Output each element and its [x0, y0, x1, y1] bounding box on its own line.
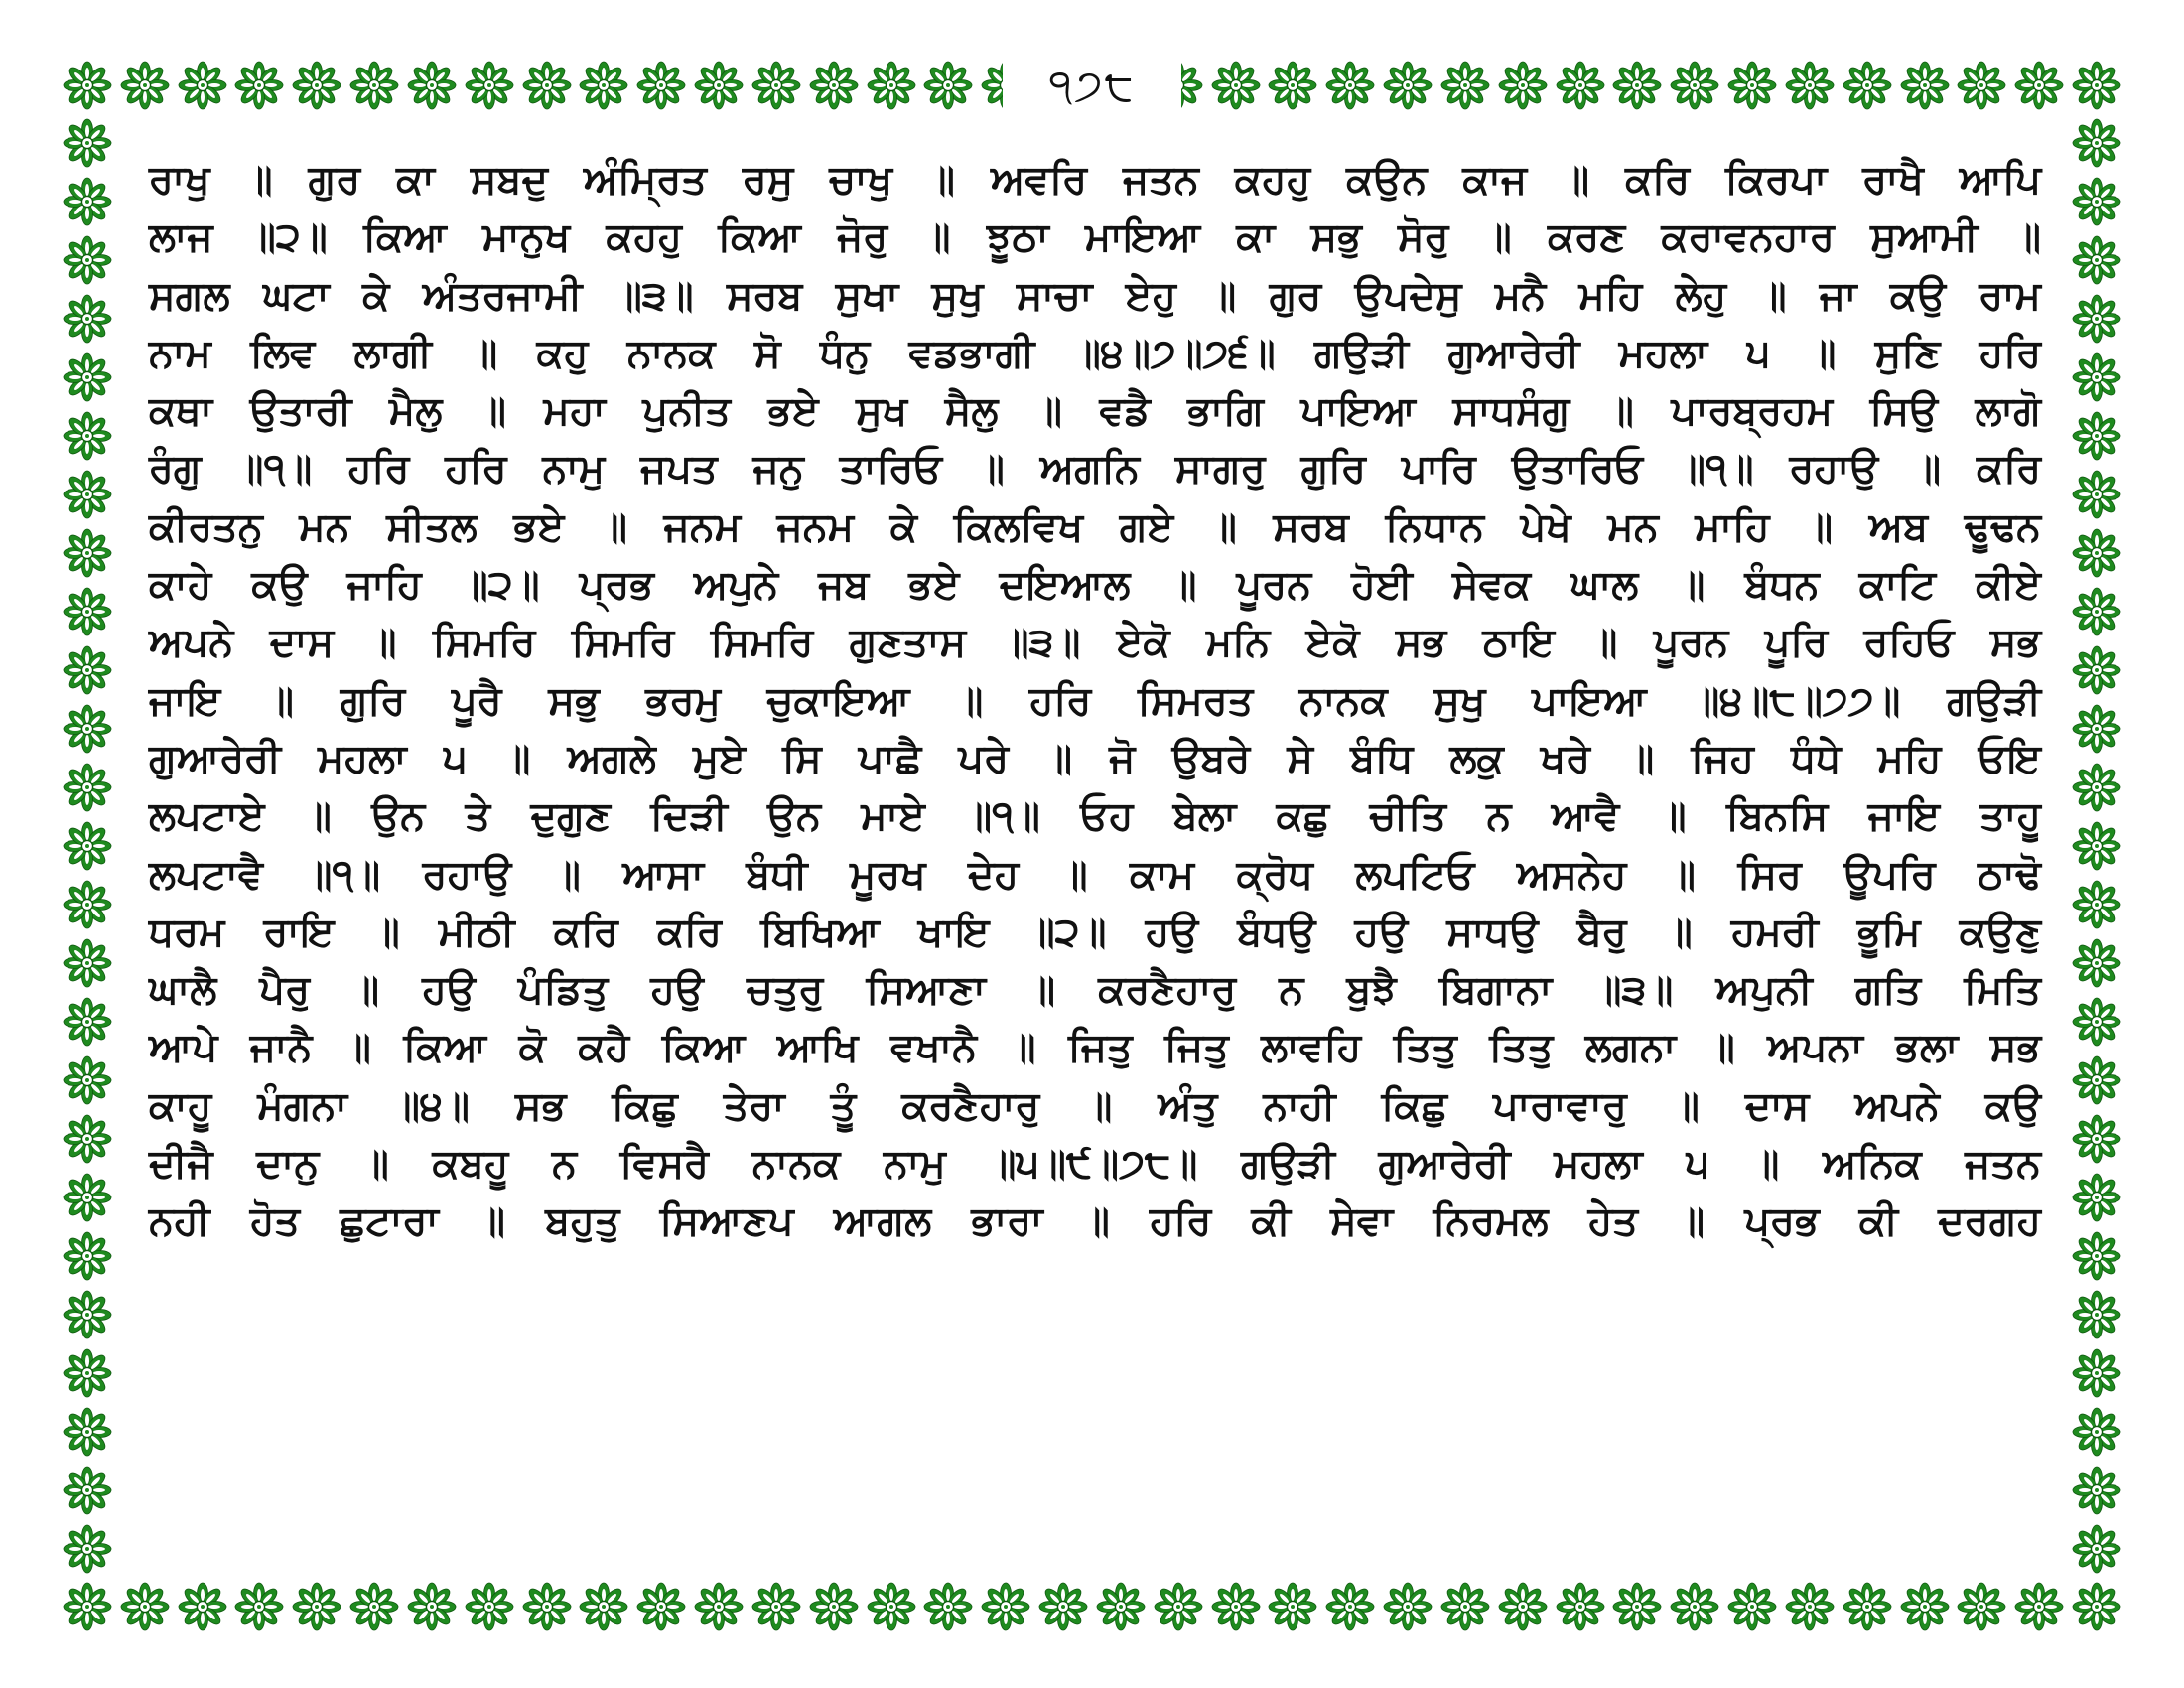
green-flower-icon [404, 1579, 460, 1634]
green-flower-icon [1954, 58, 2009, 113]
green-flower-icon [60, 994, 115, 1050]
green-flower-icon [60, 701, 115, 757]
green-flower-icon [60, 467, 115, 522]
green-flower-icon [462, 1579, 517, 1634]
green-flower-icon [864, 1579, 919, 1634]
text-line: ਲਾਜ ॥੨॥ ਕਿਆ ਮਾਨੁਖ ਕਹਹੁ ਕਿਆ ਜੋਰੁ ॥ ਝੂਠਾ ਮਾਇਆ ਕਾ ਸਭੁ ਸੋਰੁ ॥ ਕਰਣ ਕਰਾਵਨਹਾਰ ਸੁਆਮੀ ॥ [149, 214, 2041, 261]
green-flower-icon [1840, 58, 1895, 113]
green-flower-icon [60, 1228, 115, 1284]
green-flower-icon [2069, 1521, 2124, 1577]
green-flower-icon [691, 58, 747, 113]
text-line: ਕਾਹੇ ਕਉ ਜਾਹਿ ॥੨॥ ਪ੍ਰਭ ਅਪੁਨੇ ਜਬ ਭਏ ਦਇਆਲ ॥ ਪੂਰਨ ਹੋਈ ਸੇਵਕ ਘਾਲ ॥ ਬੰਧਨ ਕਾਟਿ ਕੀਏ [149, 562, 2041, 609]
text-line: ਲਪਟਾਵੈ ॥੧॥ ਰਹਾਉ ॥ ਆਸਾ ਬੰਧੀ ਮੂਰਖ ਦੇਹ ॥ ਕਾਮ ਕ੍ਰੋਧ ਲਪਟਿਓ ਅਸਨੇਹ ॥ ਸਿਰ ਊਪਰਿ ਠਾਢੋ [149, 851, 2041, 898]
green-flower-icon [1609, 58, 1665, 113]
green-flower-icon [60, 1345, 115, 1401]
green-flower-icon [519, 58, 575, 113]
green-flower-icon [2069, 291, 2124, 347]
green-flower-icon [60, 291, 115, 347]
green-flower-icon [2069, 1053, 2124, 1108]
green-flower-icon [60, 174, 115, 229]
green-flower-icon [289, 1579, 344, 1634]
text-line: ਨਹੀ ਹੋਤ ਛੁਟਾਰਾ ॥ ਬਹੁਤੁ ਸਿਆਣਪ ਆਗਲ ਭਾਰਾ ॥ ਹਰਿ ਕੀ ਸੇਵਾ ਨਿਰਮਲ ਹੇਤ ॥ ਪ੍ਰਭ ਕੀ ਦਰਗਹ [149, 1198, 2041, 1245]
green-flower-icon [1208, 1579, 1264, 1634]
green-flower-icon [1035, 1579, 1091, 1634]
green-flower-icon [2069, 174, 2124, 229]
text-line: ਧਰਮ ਰਾਇ ॥ ਮੀਠੀ ਕਰਿ ਕਰਿ ਬਿਖਿਆ ਖਾਇ ॥੨॥ ਹਉ ਬੰਧਉ ਹਉ ਸਾਧਉ ਬੈਰੁ ॥ ਹਮਰੀ ਭੂਮਿ ਕਉਣੁ [149, 909, 2041, 955]
green-flower-icon [749, 58, 804, 113]
green-flower-icon [1782, 1579, 1838, 1634]
green-flower-icon [576, 58, 631, 113]
green-flower-icon [920, 58, 976, 113]
green-flower-icon [175, 58, 230, 113]
green-flower-icon [2069, 1404, 2124, 1460]
text-line: ਜਾਇ ॥ ਗੁਰਿ ਪੂਰੈ ਸਭੁ ਭਰਮੁ ਚੁਕਾਇਆ ॥ ਹਰਿ ਸਿਮਰਤ ਨਾਨਕ ਸੁਖੁ ਪਾਇਆ ॥੪॥੮॥੭੭॥ ਗਉੜੀ [149, 677, 2041, 724]
green-flower-icon [1954, 1579, 2009, 1634]
green-flower-icon [2069, 1228, 2124, 1284]
green-flower-icon [1093, 1579, 1149, 1634]
green-flower-icon [2069, 818, 2124, 874]
green-flower-icon [60, 877, 115, 932]
text-line: ਰੰਗੁ ॥੧॥ ਹਰਿ ਹਰਿ ਨਾਮੁ ਜਪਤ ਜਨੁ ਤਾਰਿਓ ॥ ਅਗਨਿ ਸਾਗਰੁ ਗੁਰਿ ਪਾਰਿ ਉਤਾਰਿਓ ॥੧॥ ਰਹਾਉ ॥ ਕਰਿ [149, 446, 2041, 492]
green-flower-icon [2069, 1463, 2124, 1518]
green-flower-icon [2069, 350, 2124, 405]
green-flower-icon [864, 58, 919, 113]
green-flower-icon [1724, 58, 1780, 113]
green-flower-icon [1437, 1579, 1493, 1634]
text-line: ਆਪੇ ਜਾਨੈ ॥ ਕਿਆ ਕੋ ਕਹੈ ਕਿਆ ਆਖਿ ਵਖਾਨੈ ॥ ਜਿਤੁ ਜਿਤੁ ਲਾਵਹਿ ਤਿਤੁ ਤਿਤੁ ਲਗਨਾ ॥ ਅਪਨਾ ਭਲਾ ਸਭ [149, 1025, 2041, 1071]
green-flower-icon [1265, 1579, 1320, 1634]
green-flower-icon [2069, 525, 2124, 581]
green-flower-icon [60, 1463, 115, 1518]
green-flower-icon [519, 1579, 575, 1634]
scripture-text [149, 151, 2041, 1541]
green-flower-icon [117, 1579, 173, 1634]
green-flower-icon [60, 1111, 115, 1167]
green-flower-icon [60, 1053, 115, 1108]
green-flower-icon [1495, 1579, 1551, 1634]
green-flower-icon [1495, 58, 1551, 113]
green-flower-icon [633, 58, 689, 113]
border-left [60, 113, 115, 1579]
green-flower-icon [2069, 994, 2124, 1050]
green-flower-icon [60, 1579, 115, 1634]
green-flower-icon [60, 935, 115, 991]
green-flower-icon [404, 58, 460, 113]
green-flower-icon [1840, 1579, 1895, 1634]
border-right [2069, 113, 2124, 1579]
green-flower-icon [2011, 58, 2067, 113]
text-line: ਦੀਜੈ ਦਾਨੁ ॥ ਕਬਹੂ ਨ ਵਿਸਰੈ ਨਾਨਕ ਨਾਮੁ ॥੫॥੯॥੭੮॥ ਗਉੜੀ ਗੁਆਰੇਰੀ ਮਹਲਾ ੫ ॥ ਅਨਿਕ ਜਤਨ [149, 1141, 2041, 1188]
green-flower-icon [1380, 1579, 1435, 1634]
green-flower-icon [2011, 1579, 2067, 1634]
green-flower-icon [2069, 115, 2124, 171]
green-flower-icon [175, 1579, 230, 1634]
text-line: ਕਥਾ ਉਤਾਰੀ ਮੈਲੁ ॥ ਮਹਾ ਪੁਨੀਤ ਭਏ ਸੁਖ ਸੈਲੁ ॥ ਵਡੈ ਭਾਗਿ ਪਾਇਆ ਸਾਧਸੰਗੁ ॥ ਪਾਰਬ੍ਰਹਮ ਸਿਉ ਲਾਗੋ [149, 388, 2041, 435]
green-flower-icon [60, 408, 115, 464]
green-flower-icon [60, 1404, 115, 1460]
green-flower-icon [1667, 58, 1722, 113]
green-flower-icon [231, 1579, 287, 1634]
text-line: ਲਪਟਾਏ ॥ ਉਨ ਤੇ ਦੁਗੁਣ ਦਿੜੀ ਉਨ ਮਾਏ ॥੧॥ ਓਹ ਬੇਲਾ ਕਛੁ ਚੀਤਿ ਨ ਆਵੈ ॥ ਬਿਨਸਿ ਜਾਇ ਤਾਹੂ [149, 793, 2041, 840]
green-flower-icon [289, 58, 344, 113]
green-flower-icon [117, 58, 173, 113]
green-flower-icon [60, 760, 115, 815]
page-number: ੧੭੮ [1048, 60, 1136, 111]
green-flower-icon [231, 58, 287, 113]
green-flower-icon [60, 818, 115, 874]
green-flower-icon [2069, 760, 2124, 815]
green-flower-icon [1667, 1579, 1722, 1634]
green-flower-icon [1897, 58, 1953, 113]
green-flower-icon [2069, 232, 2124, 288]
text-line: ਗੁਆਰੇਰੀ ਮਹਲਾ ੫ ॥ ਅਗਲੇ ਮੁਏ ਸਿ ਪਾਛੈ ਪਰੇ ॥ ਜੋ ਉਬਰੇ ਸੇ ਬੰਧਿ ਲਕੁ ਖਰੇ ॥ ਜਿਹ ਧੰਧੇ ਮਹਿ ਓਇ [149, 735, 2041, 781]
green-flower-icon [2069, 467, 2124, 522]
text-line: ਰਾਖੁ ॥ ਗੁਰ ਕਾ ਸਬਦੁ ਅੰਮ੍ਰਿਤ ਰਸੁ ਚਾਖੁ ॥ ਅਵਰਿ ਜਤਨ ਕਹਹੁ ਕਉਨ ਕਾਜ ॥ ਕਰਿ ਕਿਰਪਾ ਰਾਖੈ ਆਪਿ [149, 157, 2041, 203]
green-flower-icon [1322, 58, 1378, 113]
text-line: ਕੀਰਤਨੁ ਮਨ ਸੀਤਲ ਭਏ ॥ ਜਨਮ ਜਨਮ ਕੇ ਕਿਲਵਿਖ ਗਏ ॥ ਸਰਬ ਨਿਧਾਨ ਪੇਖੇ ਮਨ ਮਾਹਿ ॥ ਅਬ ਢੂਢਨ [149, 503, 2041, 550]
border-bottom [60, 1579, 2124, 1634]
green-flower-icon [60, 115, 115, 171]
green-flower-icon [749, 1579, 804, 1634]
green-flower-icon [2069, 877, 2124, 932]
green-flower-icon [60, 350, 115, 405]
text-line: ਕਾਹੂ ਮੰਗਨਾ ॥੪॥ ਸਭ ਕਿਛੁ ਤੇਰਾ ਤੂੰ ਕਰਣੈਹਾਰੁ ॥ ਅੰਤੁ ਨਾਹੀ ਕਿਛੁ ਪਾਰਾਵਾਰੁ ॥ ਦਾਸ ਅਪਨੇ ਕਉ [149, 1082, 2041, 1129]
green-flower-icon [2069, 1287, 2124, 1342]
green-flower-icon [1782, 58, 1838, 113]
green-flower-icon [60, 1170, 115, 1225]
green-flower-icon [1151, 1579, 1206, 1634]
green-flower-icon [2069, 642, 2124, 698]
green-flower-icon [2069, 1579, 2124, 1634]
green-flower-icon [346, 58, 402, 113]
green-flower-icon [1208, 58, 1264, 113]
green-flower-icon [2069, 408, 2124, 464]
green-flower-icon [1437, 58, 1493, 113]
green-flower-icon [346, 1579, 402, 1634]
green-flower-icon [576, 1579, 631, 1634]
green-flower-icon [2069, 1170, 2124, 1225]
green-flower-icon [1724, 1579, 1780, 1634]
green-flower-icon [2069, 1345, 2124, 1401]
green-flower-icon [60, 58, 115, 113]
green-flower-icon [1553, 1579, 1608, 1634]
green-flower-icon [806, 1579, 862, 1634]
green-flower-icon [633, 1579, 689, 1634]
green-flower-icon [60, 642, 115, 698]
green-flower-icon [806, 58, 862, 113]
green-flower-icon [2069, 58, 2124, 113]
green-flower-icon [2069, 701, 2124, 757]
green-flower-icon [2069, 584, 2124, 639]
text-line: ਘਾਲੈ ਪੈਰੁ ॥ ਹਉ ਪੰਡਿਤੁ ਹਉ ਚਤੁਰੁ ਸਿਆਣਾ ॥ ਕਰਣੈਹਾਰੁ ਨ ਬੁਝੈ ਬਿਗਾਨਾ ॥੩॥ ਅਪੁਨੀ ਗਤਿ ਮਿਤਿ [149, 967, 2041, 1014]
text-line: ਸਗਲ ਘਟਾ ਕੇ ਅੰਤਰਜਾਮੀ ॥੩॥ ਸਰਬ ਸੁਖਾ ਸੁਖੁ ਸਾਚਾ ਏਹੁ ॥ ਗੁਰ ਉਪਦੇਸੁ ਮਨੈ ਮਹਿ ਲੇਹੁ ॥ ਜਾ ਕਉ ਰਾਮ [149, 272, 2041, 319]
green-flower-icon [60, 232, 115, 288]
green-flower-icon [60, 1521, 115, 1577]
green-flower-icon [1609, 1579, 1665, 1634]
green-flower-icon [1322, 1579, 1378, 1634]
green-flower-icon [1897, 1579, 1953, 1634]
green-flower-icon [1380, 58, 1435, 113]
green-flower-icon [920, 1579, 976, 1634]
green-flower-icon [1553, 58, 1608, 113]
text-line: ਅਪਨੇ ਦਾਸ ॥ ਸਿਮਰਿ ਸਿਮਰਿ ਸਿਮਰਿ ਗੁਣਤਾਸ ॥੩॥ ਏਕੋ ਮਨਿ ਏਕੋ ਸਭ ਠਾਇ ॥ ਪੂਰਨ ਪੂਰਿ ਰਹਿਓ ਸਭ [149, 620, 2041, 666]
green-flower-icon [60, 1287, 115, 1342]
green-flower-icon [2069, 1111, 2124, 1167]
green-flower-icon [60, 584, 115, 639]
green-flower-icon [60, 525, 115, 581]
text-line: ਨਾਮ ਲਿਵ ਲਾਗੀ ॥ ਕਹੁ ਨਾਨਕ ਸੋ ਧੰਨੁ ਵਡਭਾਗੀ ॥੪॥੭॥੭੬॥ ਗਉੜੀ ਗੁਆਰੇਰੀ ਮਹਲਾ ੫ ॥ ਸੁਣਿ ਹਰਿ [149, 330, 2041, 376]
green-flower-icon [462, 58, 517, 113]
green-flower-icon [2069, 935, 2124, 991]
page-number-box [1003, 56, 1181, 115]
green-flower-icon [1265, 58, 1320, 113]
green-flower-icon [691, 1579, 747, 1634]
green-flower-icon [978, 1579, 1033, 1634]
